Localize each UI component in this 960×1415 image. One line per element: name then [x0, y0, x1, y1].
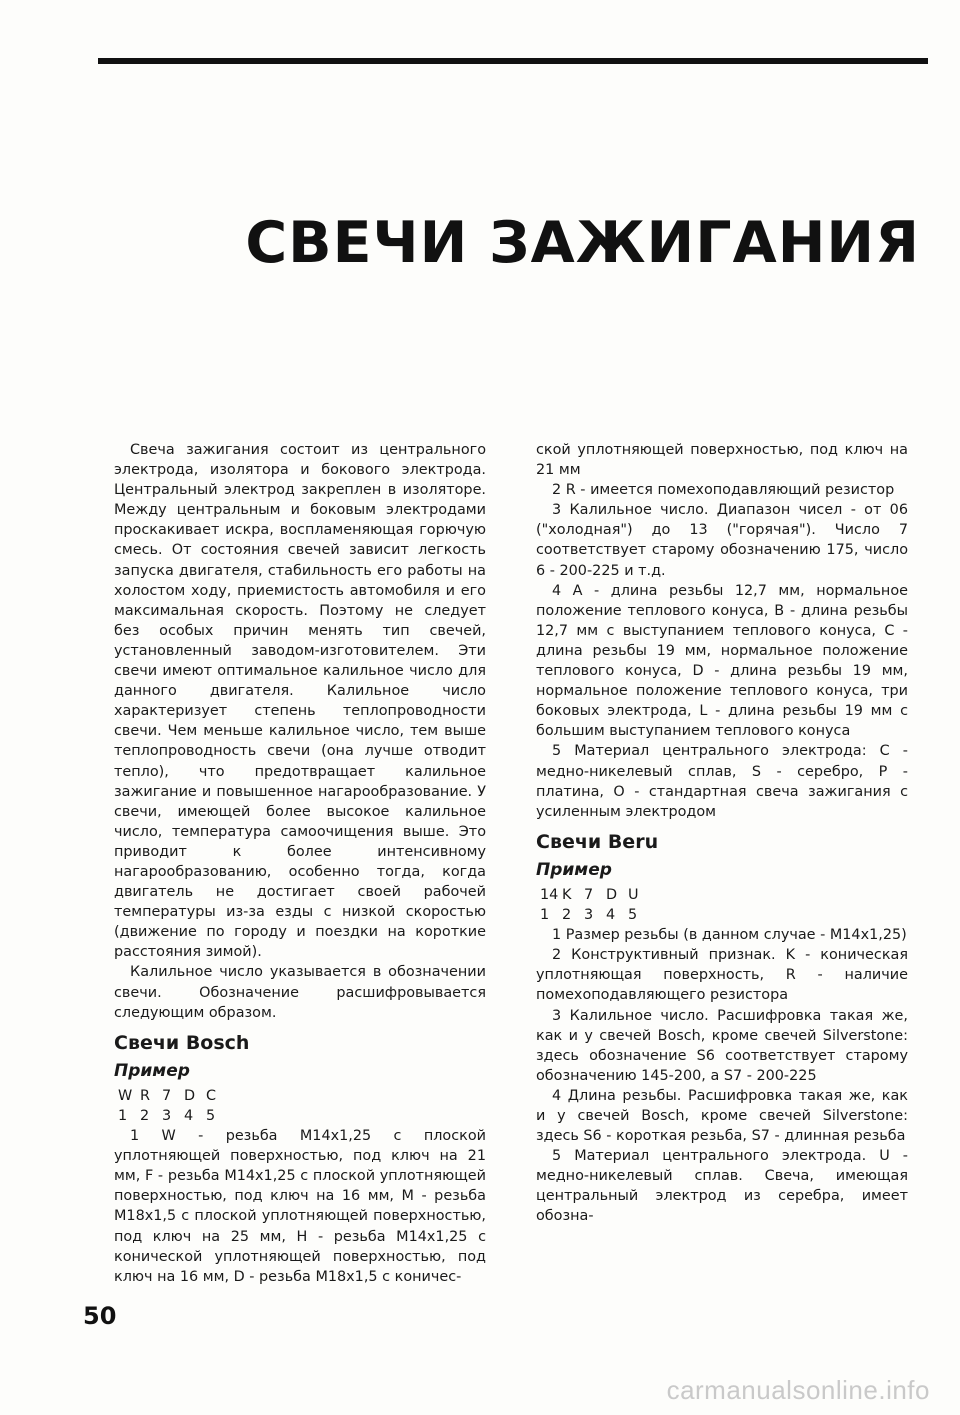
bosch-heading: Свечи Bosch — [114, 1031, 250, 1054]
code-digit: 4 — [184, 1108, 194, 1124]
right-column — [536, 440, 908, 1227]
code-digit: 3 — [584, 907, 594, 924]
beru-code-row — [536, 885, 908, 905]
beru-example-label: Пример — [536, 859, 612, 880]
bosch-item: 2 R - имеется помехоподавляющий резистор — [552, 482, 895, 499]
intro-paragraph: Свеча зажигания состоит из центрального электрода, изолятора и бокового электрода. Центральный электрод закреплен в изоляторе. Между центральным и боковым электродами проскакивает искра, воспламеняющая горючую смесь. От состояния свечей зависит легкость запуска двигателя, стабильность его работы на холостом ходу, приемистость автомобиля и его максимальная скорость. Поэтому не следует без особых причин менять тип свечей, установленный заводом-изготовителем. Эти свечи имеют оптимальное калильное число для данного двигателя. Калильное число характеризует степень теплопроводности свечи. Чем меньше калильное число, тем выше теплопроводность свечи (она лучше отводит тепло), что предотвращает калильное зажигание и повышенное нагарообразование. У свечи, имеющей более высокое калильное число, температура самоочищения выше. Это приводит к более интенсивному нагарообразованию, особенно тогда, когда двигатель не достигает своей рабочей температуры из-за езды с низкой скоростью (движение по городу и поездки на короткие расстояния зимой). — [114, 442, 486, 961]
code-char: 14 — [540, 886, 559, 903]
watermark: carmanualsonline.info — [666, 1375, 930, 1405]
code-char: W — [118, 1087, 133, 1104]
code-char: R — [140, 1087, 150, 1104]
bosch-example-label: Пример — [114, 1060, 190, 1081]
code-char: 7 — [584, 886, 594, 903]
code-digit: 5 — [206, 1108, 216, 1124]
code-digit: 4 — [606, 907, 616, 924]
code-digit: 1 — [118, 1108, 128, 1124]
bosch-item: 3 Калильное число. Диапазон чисел - от 06 ("холодная") до 13 ("горячая"). Число 7 соответствует старому обозначению 175, число 6 - 200-225 и т.д. — [536, 502, 908, 579]
code-digit: 1 — [540, 907, 550, 924]
code-digit: 2 — [140, 1108, 150, 1124]
bosch-digits-row — [114, 1106, 486, 1126]
code-digit: 2 — [562, 907, 572, 924]
code-digit: 3 — [162, 1108, 172, 1124]
code-char: U — [628, 886, 639, 903]
top-rule — [98, 58, 928, 64]
beru-item: 5 Материал центрального электрода. U - медно-никелевый сплав. Свеча, имеющая центральный электрод из серебра, имеет обозна- — [536, 1148, 908, 1225]
code-char: K — [562, 886, 572, 903]
left-column — [114, 440, 486, 1287]
intro-paragraph: Калильное число указывается в обозначении свечи. Обозначение расшифровывается следующим образом. — [114, 964, 486, 1021]
code-char: 7 — [162, 1087, 172, 1104]
page-number: 50 — [83, 1302, 117, 1330]
continuation-text: ской уплотняющей поверхностью, под ключ на 21 мм — [536, 442, 908, 479]
beru-digits-row — [536, 905, 908, 925]
bosch-code-row — [114, 1086, 486, 1106]
code-digit: 5 — [628, 907, 638, 924]
bosch-item: 5 Материал центрального электрода: C - медно-никелевый сплав, S - серебро, P - платина, O - стандартная свеча зажигания с усиленным электродом — [536, 743, 908, 820]
beru-item: 1 Размер резьбы (в данном случае - M14x1,25) — [552, 927, 907, 944]
code-char: D — [184, 1087, 196, 1104]
bosch-item: 4 A - длина резьбы 12,7 мм, нормальное положение теплового конуса, B - длина резьбы 12,7 мм с выступанием теплового конуса, C - длина резьбы 19 мм, нормальное положение теплового конуса, D - длина резьбы 19 мм, нормальное положение теплового конуса, три боковых электрода, L - длина резьбы 19 мм с большим выступанием теплового конуса — [536, 582, 908, 740]
beru-heading: Свечи Beru — [536, 830, 659, 853]
bosch-item: 1 W - резьба M14x1,25 с плоской уплотняющей поверхностью, под ключ на 21 мм, F - резьба M14x1,25 с плоской уплотняющей поверхностью, под ключ на 16 мм, M - резьба M18x1,5 с плоской уплотняющей поверхностью, под ключ на 25 мм, H - резьба M14x1,25 с конической уплотняющей поверхностью, под ключ на 16 мм, D - резьба M18x1,5 с коничес- — [114, 1128, 486, 1285]
beru-item: 2 Конструктивный признак. K - коническая уплотняющая поверхность, R - наличие помехоподавляющего резистора — [536, 947, 908, 1004]
beru-item: 4 Длина резьбы. Расшифровка такая же, как и у свечей Bosch, кроме свечей Silverstone: здесь S6 - короткая резьба, S7 - длинная резьба — [536, 1087, 908, 1145]
beru-item: 3 Калильное число. Расшифровка такая же, как и у свечей Bosch, кроме свечей Silverstone: здесь обозначение S6 соответствует старому обозначению 145-200, а S7 - 200-225 — [536, 1007, 908, 1084]
page-title: СВЕЧИ ЗАЖИГАНИЯ — [245, 210, 920, 276]
code-char: C — [206, 1087, 217, 1104]
code-char: D — [606, 886, 618, 903]
